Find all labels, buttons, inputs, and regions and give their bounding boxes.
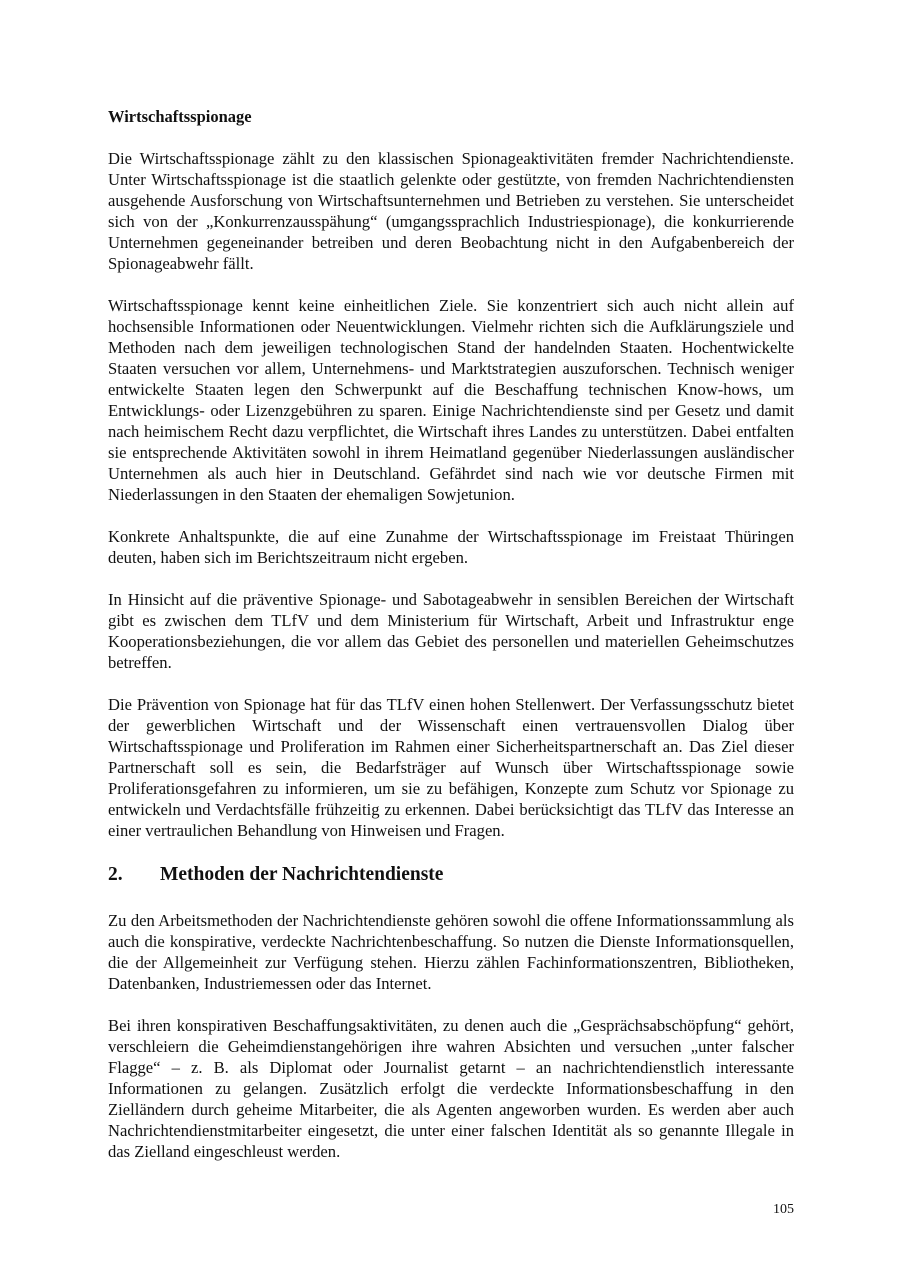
paragraph: Die Wirtschaftsspionage zählt zu den klassischen Spionageaktivitäten fremder Nachrichtendienste. Unter Wirtschaftsspionage ist die staatlich gelenkte oder gestützte, von fremden Nachrichtendiensten ausgehende Ausforschung von Wirtschaftsunternehmen und Betrieben zu verstehen. Sie unterscheidet sich von der „Konkurrenzausspähung“ (umgangssprachlich Industriespionage), die konkurrierende Unternehmen gegeneinander betreiben und deren Beobachtung nicht in den Aufgabenbereich der Spionageabwehr fällt. bbox=[108, 149, 794, 273]
page-number: 105 bbox=[773, 1202, 794, 1217]
subheading: Wirtschaftsspionage bbox=[108, 107, 252, 126]
section-heading bbox=[108, 862, 794, 888]
paragraph: Konkrete Anhaltspunkte, die auf eine Zunahme der Wirtschaftsspionage im Freistaat Thüringen deuten, haben sich im Berichtszeitraum nicht ergeben. bbox=[108, 527, 794, 567]
paragraph: Bei ihren konspirativen Beschaffungsaktivitäten, zu denen auch die „Gesprächsabschöpfung“ gehört, verschleiern die Geheimdienstangehörigen ihre wahren Absichten und versuchen „unter falscher Flagge“ – z. B. als Diplomat oder Journalist getarnt – an nachrichtendienstlich interessante Informationen zu gelangen. Zusätzlich erfolgt die verdeckte Informationsbeschaffung in den Zielländern durch geheime Mitarbeiter, die als Agenten angeworben wurden. Es werden aber auch Nachrichtendienstmitarbeiter eingesetzt, die unter einer falschen Identität als so genannte Illegale in das Zielland eingeschleust werden. bbox=[108, 1016, 794, 1161]
document-page bbox=[108, 106, 794, 1183]
paragraph: Wirtschaftsspionage kennt keine einheitlichen Ziele. Sie konzentriert sich auch nicht allein auf hochsensible Informationen oder Neuentwicklungen. Vielmehr richten sich die Aufklärungsziele und Methoden nach dem jeweiligen technologischen Stand der handelnden Staaten. Hochentwickelte Staaten versuchen vor allem, Unternehmens- und Marktstrategien auszuforschen. Technisch weniger entwickelte Staaten legen den Schwerpunkt auf die Beschaffung technischen Know-hows, um Entwicklungs- oder Lizenzgebühren zu sparen. Einige Nachrichtendienste sind per Gesetz und damit nach heimischem Recht dazu verpflichtet, die Wirtschaft ihres Landes zu unterstützen. Dabei entfalten sie entsprechende Aktivitäten sowohl in ihrem Heimatland gegenüber Niederlassungen ausländischer Unternehmen als auch hier in Deutschland. Gefährdet sind nach wie vor deutsche Firmen mit Niederlassungen in den Staaten der ehemaligen Sowjetunion. bbox=[108, 296, 794, 504]
paragraph: Die Prävention von Spionage hat für das TLfV einen hohen Stellenwert. Der Verfassungsschutz bietet der gewerblichen Wirtschaft und der Wissenschaft einen vertrauensvollen Dialog über Wirtschaftsspionage und Proliferation im Rahmen einer Sicherheitspartnerschaft an. Das Ziel dieser Partnerschaft soll es sein, die Bedarfsträger auf Wunsch über Wirtschaftsspionage sowie Proliferationsgefahren zu informieren, um sie zu befähigen, Konzepte zum Schutz vor Spionage zu entwickeln und Verdachtsfälle frühzeitig zu erkennen. Dabei berücksichtigt das TLfV das Interesse an einer vertraulichen Behandlung von Hinweisen und Fragen. bbox=[108, 695, 794, 840]
section-title: Methoden der Nachrichtendienste bbox=[160, 864, 444, 885]
section-number: 2. bbox=[108, 864, 123, 885]
paragraph: Zu den Arbeitsmethoden der Nachrichtendienste gehören sowohl die offene Informationssammlung als auch die konspirative, verdeckte Nachrichtenbeschaffung. So nutzen die Dienste Informationsquellen, die der Allgemeinheit zur Verfügung stehen. Hierzu zählen Fachinformationszentren, Bibliotheken, Datenbanken, Industriemessen oder das Internet. bbox=[108, 911, 794, 993]
paragraph: In Hinsicht auf die präventive Spionage- und Sabotageabwehr in sensiblen Bereichen der Wirtschaft gibt es zwischen dem TLfV und dem Ministerium für Wirtschaft, Arbeit und Infrastruktur enge Kooperationsbeziehungen, die vor allem das Gebiet des personellen und materiellen Geheimschutzes betreffen. bbox=[108, 590, 794, 672]
